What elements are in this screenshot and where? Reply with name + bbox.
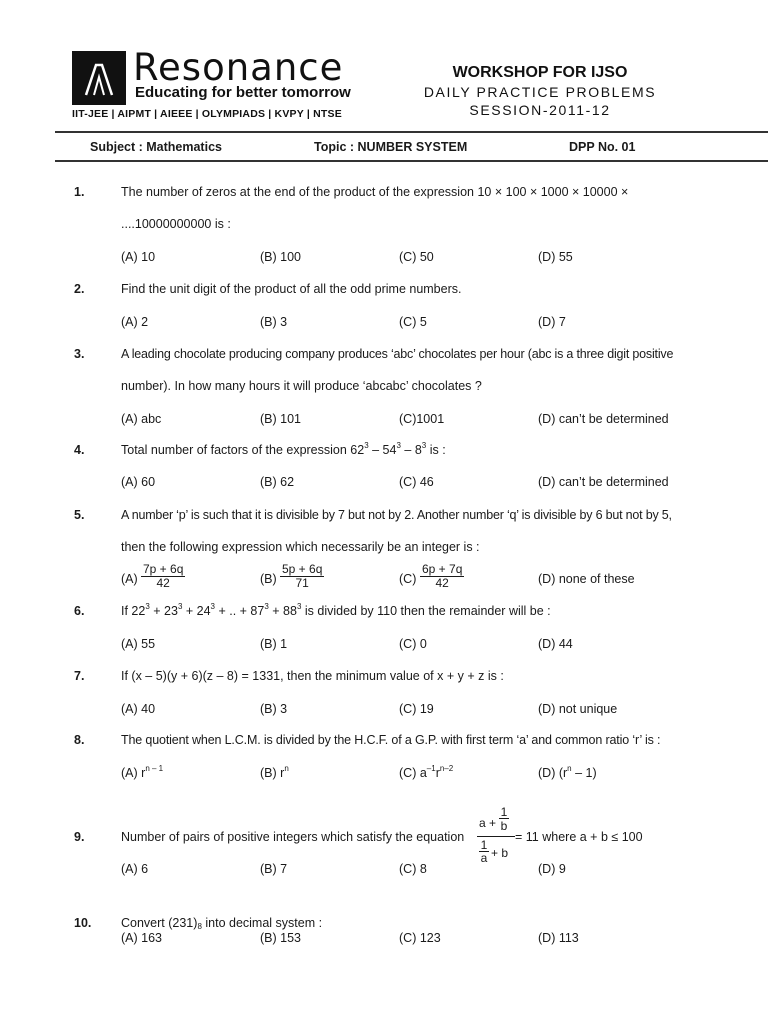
question-text: Find the unit digit of the product of all the odd prime numbers.	[121, 282, 462, 296]
equation-rhs: = 11 where a + b ≤ 100	[515, 830, 643, 844]
option-c-fraction: $\frac{6p + 7q}{42}$	[422, 562, 463, 590]
header-divider-bottom	[55, 160, 768, 162]
option-d: (D) can’t be determined	[538, 475, 669, 489]
dpp-subtitle: DAILY PRACTICE PROBLEMS	[423, 84, 657, 100]
option-d: (D) not unique	[538, 702, 618, 716]
option-a: (A) 163	[121, 931, 162, 945]
question-number: 9.	[74, 830, 85, 844]
option-c: (C) 46	[399, 475, 434, 489]
question-number: 1.	[74, 185, 85, 199]
option-a: (A) $r^{n - 1}$	[121, 764, 164, 780]
option-a: (A) abc	[121, 412, 162, 426]
option-b: (B) 1	[260, 637, 288, 651]
option-b: (B) $r^n$	[260, 764, 289, 780]
question-number: 5.	[74, 508, 85, 522]
question-text: The quotient when L.C.M. is divided by the H.C.F. of a G.P. with first term ‘a’ and common ratio ‘r’ is :	[121, 733, 661, 747]
option-d: (D) 9	[538, 862, 566, 876]
question-text-cont: number). In how many hours it will produce ‘abcabc’ chocolates ?	[121, 379, 482, 393]
dpp-number: DPP No. 01	[569, 140, 636, 154]
question-text: If $22^3 + 23^3 + 24^3$ + .. + $87^3 + 88^3$ is divided by 110 then the remainder will be :	[121, 602, 551, 618]
question-text-cont: ....10000000000 is :	[121, 217, 231, 231]
equation-fraction: a + 1 b 1 a + b	[477, 806, 515, 867]
option-b: (B) 3	[260, 702, 288, 716]
resonance-logo-icon	[72, 51, 126, 105]
question-number: 2.	[74, 282, 85, 296]
option-a-fraction: $\frac{7p + 6q}{42}$	[143, 562, 184, 590]
option-c: (C) 5	[399, 315, 427, 329]
option-d: (D) 7	[538, 315, 566, 329]
option-a: (A) 40	[121, 702, 156, 716]
question-text: A leading chocolate producing company produces ‘abc’ chocolates per hour (abc is a three digit positive	[121, 347, 674, 361]
option-d: (D) 44	[538, 637, 573, 651]
option-d: (D) 113	[538, 931, 579, 945]
option-d: (D) 55	[538, 250, 573, 264]
option-a: (A) 2	[121, 315, 149, 329]
option-c: (C) 0	[399, 637, 427, 651]
exam-list: IIT-JEE | AIPMT | AIEEE | OLYMPIADS | KVPY | NTSE	[72, 108, 342, 120]
question-text: Number of pairs of positive integers which satisfy the equation	[121, 830, 465, 844]
question-text: A number ‘p’ is such that it is divisible by 7 but not by 2. Another number ‘q’ is divisible by 6 but not by 5,	[121, 508, 672, 522]
workshop-title: WORKSHOP FOR IJSO	[452, 64, 628, 81]
question-number: 4.	[74, 443, 85, 457]
option-a: (A) 60	[121, 475, 156, 489]
option-b: (B) 62	[260, 475, 295, 489]
option-c: (C)	[399, 572, 417, 586]
brand-name: Resonance	[133, 46, 344, 89]
option-d: (D) none of these	[538, 572, 635, 586]
option-b: (B) 100	[260, 250, 301, 264]
option-c: (C) 50	[399, 250, 434, 264]
header-divider-top	[55, 131, 768, 133]
option-b-fraction: $\frac{5p + 6q}{71}$	[282, 562, 323, 590]
question-number: 10.	[74, 916, 92, 930]
option-c: (C) $a^{-1}r^{n-2}$	[399, 764, 454, 780]
brand-tagline: Educating for better tomorrow	[135, 84, 351, 101]
question-number: 3.	[74, 347, 85, 361]
question-text: If (x – 5)(y + 6)(z – 8) = 1331, then the minimum value of x + y + z is :	[121, 669, 504, 683]
option-b: (B) 101	[260, 412, 301, 426]
option-a: (A)	[121, 572, 138, 586]
question-number: 8.	[74, 733, 85, 747]
option-c: (C)1001	[399, 412, 445, 426]
option-b: (B) 153	[260, 931, 301, 945]
question-number: 7.	[74, 669, 85, 683]
topic-label: Topic : NUMBER SYSTEM	[314, 140, 468, 154]
option-a: (A) 6	[121, 862, 149, 876]
option-d: (D) $(r^n - 1)$	[538, 764, 597, 780]
session-label: SESSION-2011-12	[469, 102, 611, 118]
option-a: (A) 10	[121, 250, 156, 264]
question-text: Total number of factors of the expression $62^3 - 54^3 - 8^3$ is :	[121, 441, 446, 457]
option-b: (B) 3	[260, 315, 288, 329]
question-text: Convert $(231)_8$ into decimal system :	[121, 916, 323, 931]
option-b: (B) 7	[260, 862, 288, 876]
option-c: (C) 123	[399, 931, 441, 945]
option-d: (D) can’t be determined	[538, 412, 669, 426]
question-number: 6.	[74, 604, 85, 618]
option-c: (C) 8	[399, 862, 427, 876]
question-text: The number of zeros at the end of the product of the expression 10 × 100 × 1000 × 10000 ×	[121, 185, 629, 199]
subject-label: Subject : Mathematics	[90, 140, 222, 154]
option-a: (A) 55	[121, 637, 156, 651]
option-c: (C) 19	[399, 702, 434, 716]
option-b: (B)	[260, 572, 277, 586]
question-text-cont: then the following expression which necessarily be an integer is :	[121, 540, 480, 554]
